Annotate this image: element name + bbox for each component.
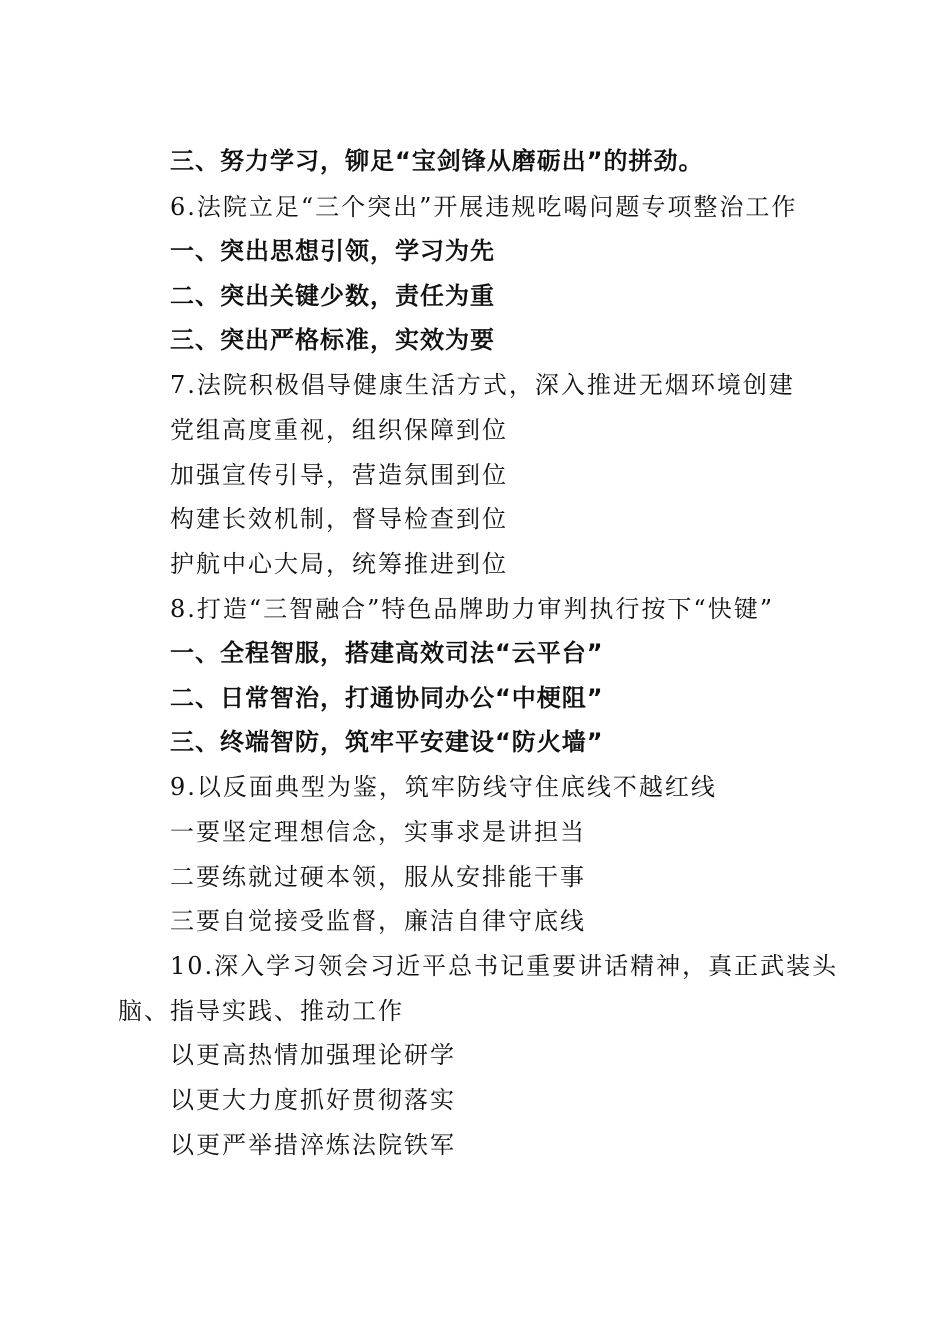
- section-heading: 三、努力学习，铆足“宝剑锋从磨砺出”的拼劲。: [170, 147, 704, 175]
- sub-point: 一要坚定理想信念，实事求是讲担当: [170, 818, 586, 846]
- section-heading: 二、日常智治，打通协同办公“中梗阻”: [170, 684, 604, 712]
- item-title: 7.法院积极倡导健康生活方式，深入推进无烟环境创建: [170, 371, 795, 399]
- item-title: 10.深入学习领会习近平总书记重要讲话精神，真正武装头: [170, 952, 839, 980]
- item-title: 8.打造“三智融合”特色品牌助力审判执行按下“快键”: [170, 595, 774, 623]
- section-heading: 三、终端智防，筑牢平安建设“防火墙”: [170, 728, 604, 756]
- sub-point: 以更高热情加强理论研学: [170, 1041, 456, 1069]
- sub-point: 以更严举措淬炼法院铁军: [170, 1131, 456, 1159]
- item-title-continuation: 脑、指导实践、推动工作: [118, 997, 404, 1025]
- sub-point: 构建长效机制，督导检查到位: [170, 505, 508, 533]
- sub-point: 以更大力度抓好贯彻落实: [170, 1086, 456, 1114]
- sub-point: 三要自觉接受监督，廉洁自律守底线: [170, 907, 586, 935]
- item-title: 6.法院立足“三个突出”开展违规吃喝问题专项整治工作: [170, 193, 798, 221]
- section-heading: 一、突出思想引领，学习为先: [170, 237, 495, 265]
- section-heading: 一、全程智服，搭建高效司法“云平台”: [170, 639, 604, 667]
- sub-point: 护航中心大局，统筹推进到位: [170, 550, 508, 578]
- sub-point: 加强宣传引导，营造氛围到位: [170, 461, 508, 489]
- item-title: 9.以反面典型为鉴，筑牢防线守住底线不越红线: [170, 773, 717, 801]
- sub-point: 党组高度重视，组织保障到位: [170, 416, 508, 444]
- sub-point: 二要练就过硬本领，服从安排能干事: [170, 863, 586, 891]
- section-heading: 二、突出关键少数，责任为重: [170, 282, 495, 310]
- section-heading: 三、突出严格标准，实效为要: [170, 326, 495, 354]
